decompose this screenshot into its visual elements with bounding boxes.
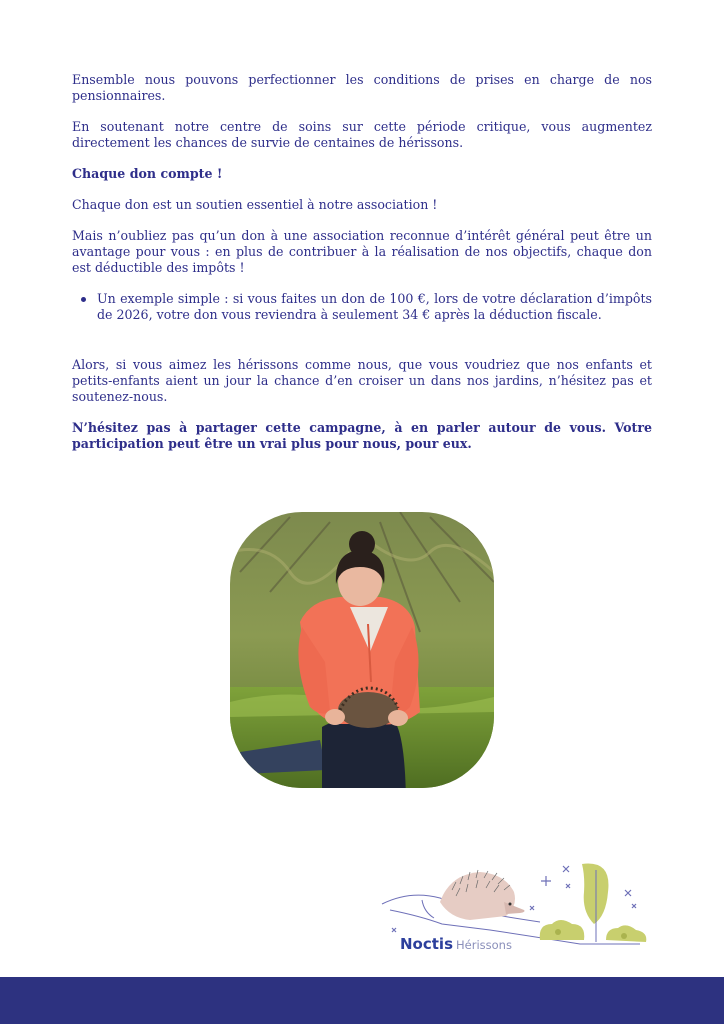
logo-subtitle: Hérissons (456, 938, 512, 952)
paragraph-appeal: Alors, si vous aimez les hérissons comme nous, que vous voudriez que nos enfants et petits-enfants aient un jour la chance d’en croiser un dans nos jardins, n’hésitez pas et soutenez-nous. (72, 357, 652, 404)
paragraph-essential: Chaque don est un soutien essentiel à notre association ! (72, 197, 438, 212)
footer-bar (0, 977, 724, 1024)
paragraph-intro: Ensemble nous pouvons perfectionner les conditions de prises en charge de nos pensionnaires. (72, 72, 652, 103)
volunteer-photo (230, 512, 494, 788)
letter-body (72, 72, 652, 452)
noctis-logo (380, 852, 652, 956)
paragraph-support: En soutenant notre centre de soins sur cette période critique, vous augmentez directement les chances de survie de centaines de hérissons. (72, 119, 652, 150)
logo-wordmark (400, 934, 512, 953)
section-heading: Chaque don compte ! (72, 166, 223, 181)
list-item: Un exemple simple : si vous faites un don de 100 €, lors de votre déclaration d’impôts de 2026, votre don vous reviendra à seulement 34 € après la déduction fiscale. (97, 291, 652, 322)
logo-name: Noctis (400, 935, 453, 953)
paragraph-tax: Mais n’oubliez pas qu’un don à une association reconnue d’intérêt général peut être un avantage pour vous : en plus de contribuer à la réalisation de nos objectifs, chaque don est déductible des impôts ! (72, 228, 652, 275)
example-list (72, 291, 652, 323)
closing-statement: N’hésitez pas à partager cette campagne, à en parler autour de vous. Votre participation peut être un vrai plus pour nous, pour eux. (72, 420, 652, 451)
